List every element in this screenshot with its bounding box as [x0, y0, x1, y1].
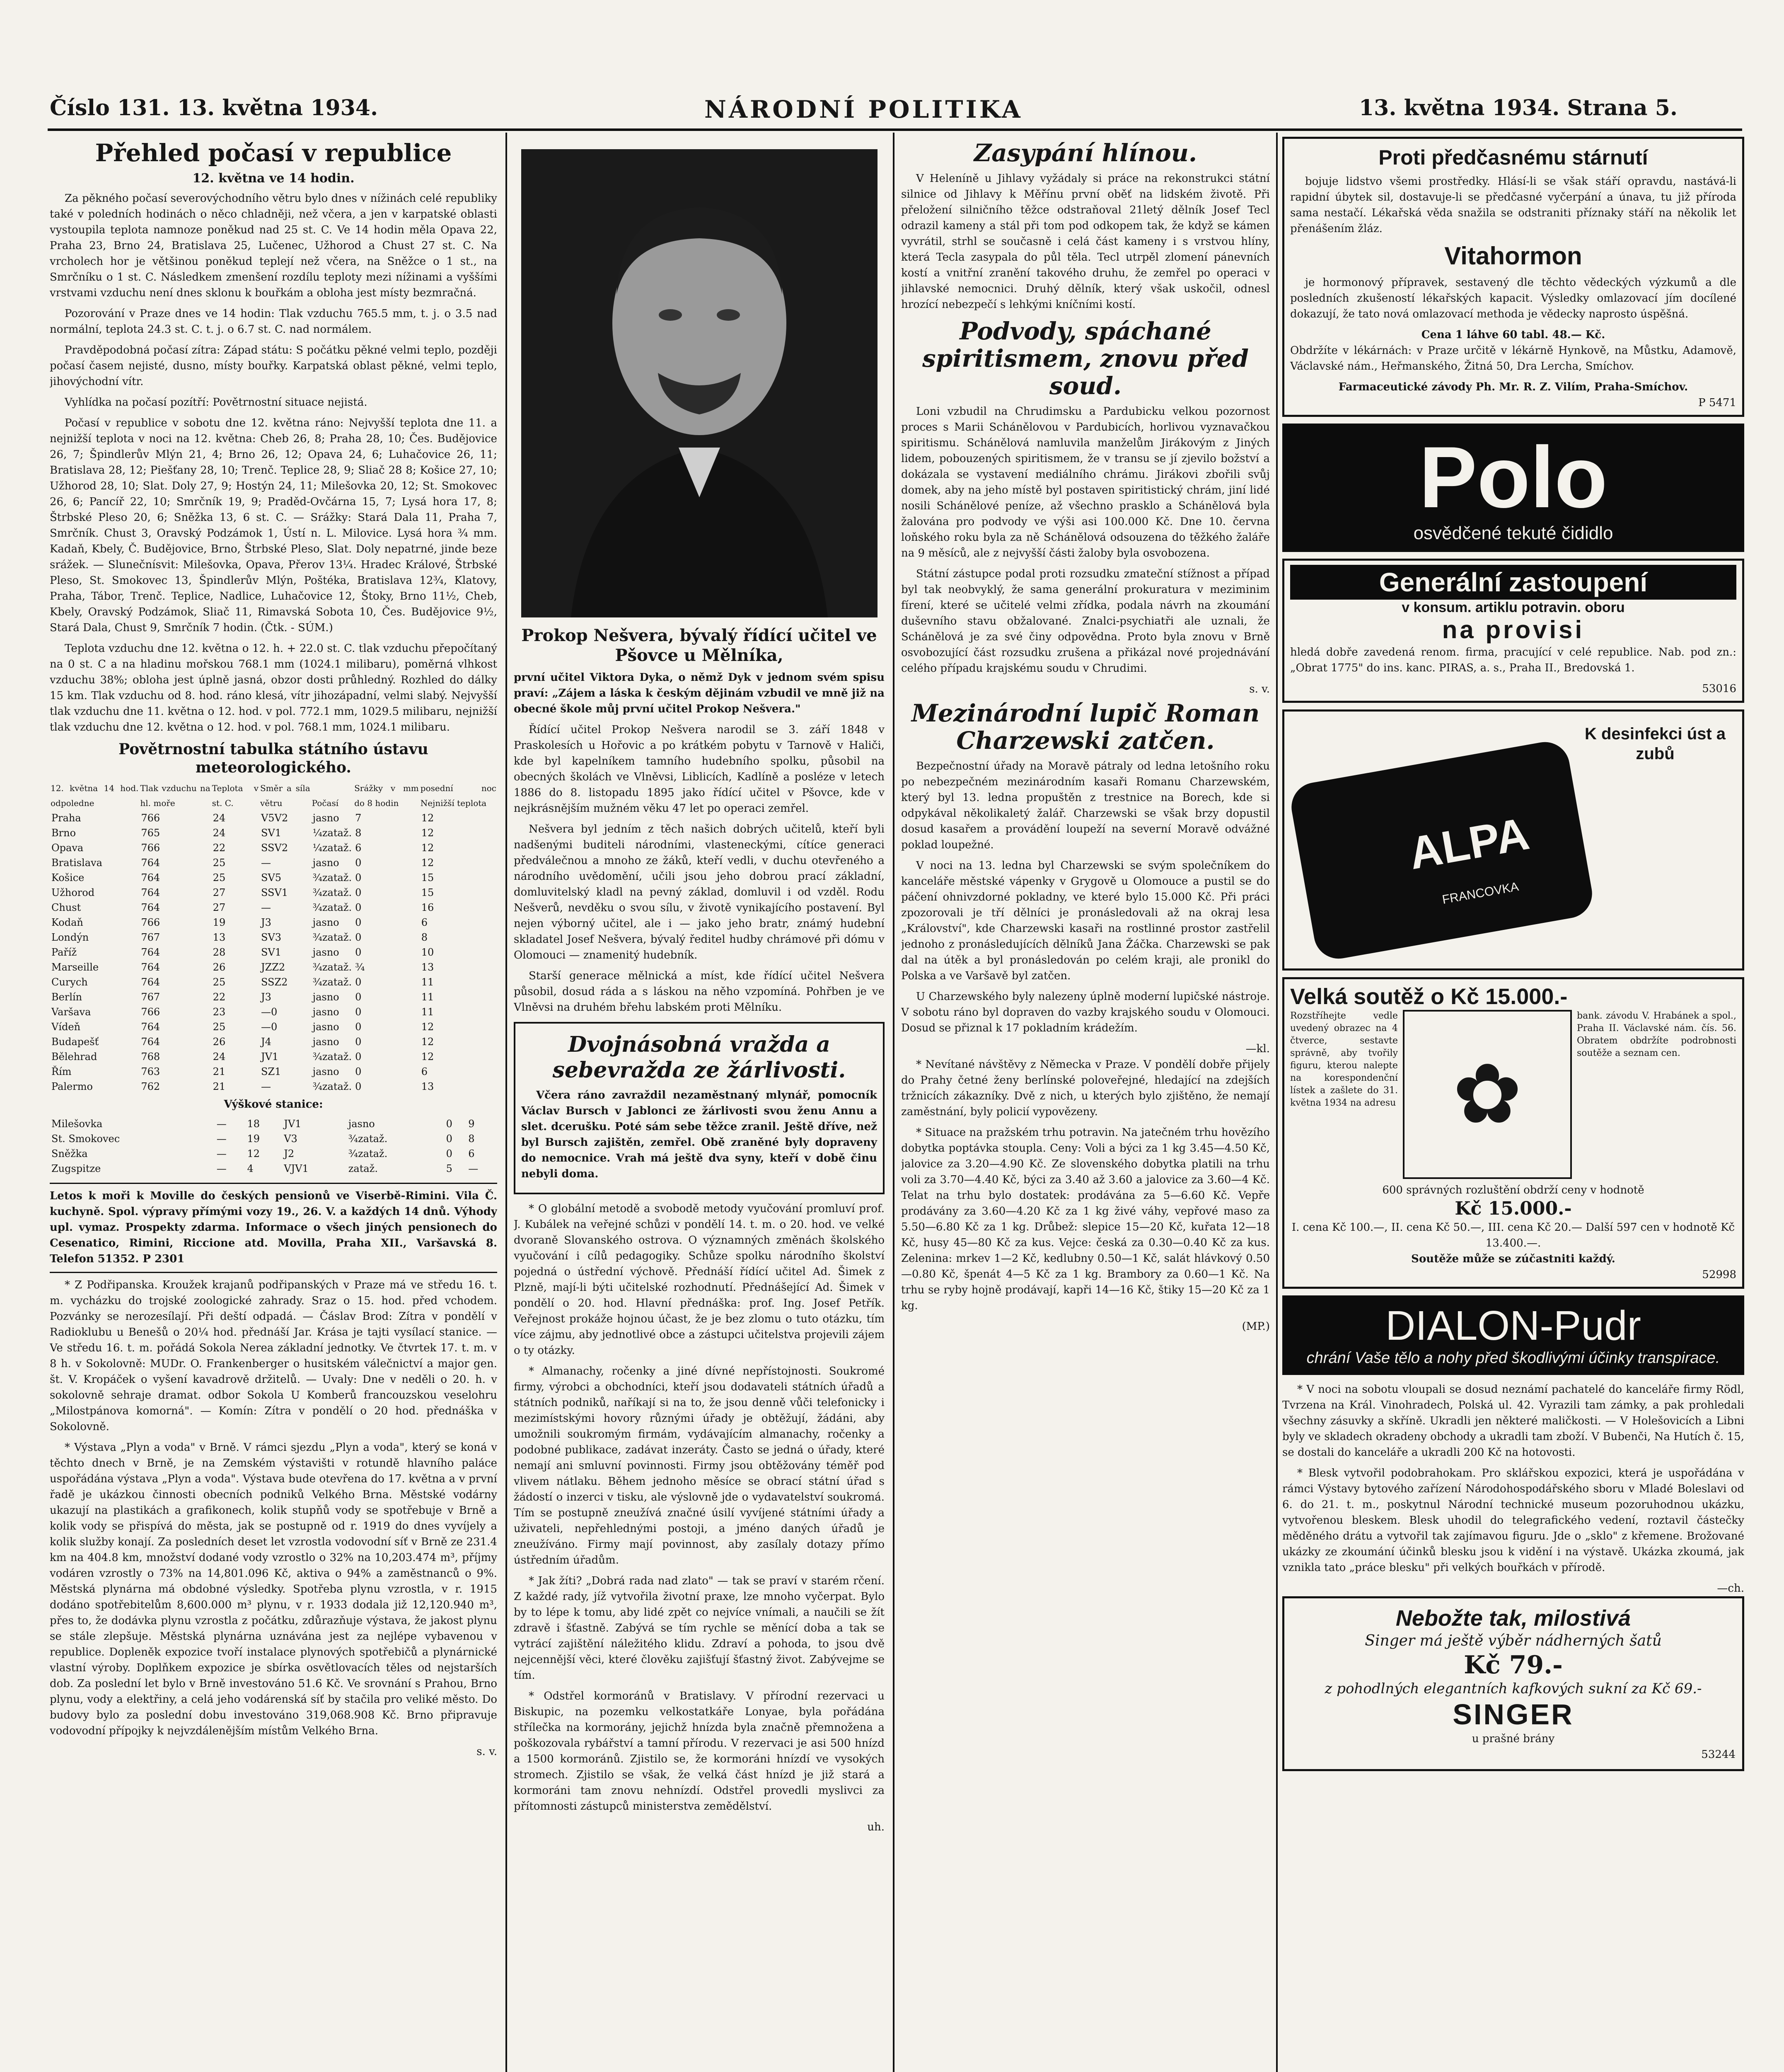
article-paragraph: * Odstřel kormoránů v Bratislavy. V přírodní rezervaci u Biskupic, na pozemku velkostatkáře Lonyae, byla pořádána střílečka na kormorány, jejichž hnízda byla značně přemnožena a poškozovala rybářství a tamní přírodu. V rezervaci je asi 500 hnízd a 1500 kormoránů. Zjistilo se, že kormoráni hnízdí ve vysokých stromech. Zjistilo se však, že velká část hnízd je již stará a kormoráni tam znovu nehnízdí. Odstřel provedli myslivci za přítomnosti zástupců ministerstva zemědělství.	[514, 1690, 885, 1813]
table-cell: jasno	[312, 812, 339, 824]
table-row	[50, 915, 497, 930]
table-cell: 6	[421, 1066, 428, 1077]
table-row	[50, 1079, 497, 1094]
table-cell: —	[216, 1133, 227, 1145]
weather-paragraph: Vyhlídka na počasí pozítří: Povětrnostní situace nejistá.	[65, 396, 367, 409]
table-cell: Bratislava	[51, 857, 102, 869]
table-cell: 26	[213, 961, 226, 973]
table-cell: 764	[141, 946, 160, 958]
table-cell: 0	[355, 917, 362, 928]
table-cell: 16	[421, 902, 434, 913]
ad-highlight: na provisi	[1442, 616, 1585, 644]
table-cell: 13	[421, 961, 434, 973]
ad-subtitle: v konsum. artiklu potravin. oboru	[1402, 600, 1625, 615]
news-paragraph: * Výstava „Plyn a voda" v Brně. V rámci sjezdu „Plyn a voda", který se koná v těchto dnech v Brně, je na Zemském výstavišti v rotundě hlavního paláce uspořádána výstava „Plyn a voda". Výstava bude otevřena do 17. května a v první řadě je ukázkou činnosti obecních podniků Velkého Brna. Městské vodárny ukazují na plastikách a grafikonech, kolik stupňů vody se spotřebuje v Brně a kolik vody se přispívá do města, jak se postupně od r. 1919 do dnes vyvíjely a kolik služby konají. Za posledních deset let vzrostla vodovodní síť v Brně ze 231.4 km na 404.8 km, množství dodané vody vzrostlo o 32% na 10,203.474 m³, příjmy vodáren vzrostly o 73% na 14,801.096 Kč, aktiva o 94% a zaměstnanců o 9%. Městská plynárna má obdobné výsledky. Spotřeba plynu vzrostla, v r. 1915 dodáno spotřebitelům 8,600.000 m³ plynu, v r. 1933 dodala již 12,120.940 m³, přes to, že dodávka plynu vzrostla z počátku, zdůrazňuje výstava, že jakost plynu se stále zlepšuje. Městská plynárna uznávána jest za nejlépe vybavenou v republice. Dopleněk expozice tvoří instalace plynových spotřebičů a plynárnické vlastní výroby. Doplňkem expozice je sbírka osvětlovacích těles od nejstarších dob. Za poslední let bylo v Brně investováno 51.6 Kč. Ve srovnání s Prahou, Brno plynu, vody a elektřiny, a celá jeho vodárenská síť by stačila pro veliké město. Do budovy bylo za poslední dobu investováno 319,068.908 Kč. Brno připravuje vodovodní přípojky k nejvzdálenějším místům Velkého Brna.	[50, 1441, 497, 1737]
table-cell: Sněžka	[51, 1148, 88, 1159]
signature: uh.	[867, 1821, 885, 1833]
table-cell: Vídeň	[51, 1021, 81, 1033]
table-cell: ¾zataž.	[312, 961, 352, 973]
ad-text: 600 správných rozluštění obdrží ceny v hodnotě	[1382, 1184, 1644, 1196]
table-cell: 8	[421, 932, 428, 943]
ad-title: Proti předčasnému stárnutí	[1378, 146, 1648, 169]
signature: s. v.	[1249, 683, 1270, 695]
article-paragraph: * Jak žíti? „Dobrá rada nad zlato" — tak se praví v starém rčení. Z každé rady, jíž vytvořila životní praxe, lze mnoho vyčerpat. Bylo by to lépe k tomu, aby lidé zpět co nejvíce vnímali, a naučili se žít zdravě i šťastně. Zabývá se tím rychle se měnící doba a tak se vytrácí zajištění náležitého klidu. Zdraví a pohoda, to jsou dvě nejcennější věci, které člověku zajišťují šťastný život. Zabývejme se tím.	[514, 1575, 885, 1682]
table-cell: SV5	[261, 872, 281, 884]
table-cell: 24	[213, 827, 226, 839]
ad-code: 52998	[1702, 1268, 1736, 1281]
article-paragraph: Starší generace mělnická a míst, kde řídící učitel Nešvera působil, dosud ráda a s láskou na něho vzpomíná. Pohřben je ve Vlněvsi na druhém břehu labském proti Mělníku.	[514, 970, 885, 1014]
table-cell: Bělehrad	[51, 1051, 97, 1063]
table-cell: ¾zataž.	[348, 1148, 388, 1159]
news-paragraph: * V noci na sobotu vloupali se dosud neznámí pachatelé do kanceláře firmy Rödl, Tvrzena na Král. Vinohradech, Polská ul. 42. Vyrazili tam zámky, a pak prohledali všechny zásuvky a skříně. Ukradli jen některé maličkosti. — V Holešovicích a Libni byly ve skladech okradeny obchody a ukradli tam zboží. V Bubenči, Na Hutích č. 15, se dostali do kanceláře a ukradli 200 Kč na hotovosti.	[1282, 1383, 1744, 1459]
weather-table-subtitle: Výškové stanice:	[224, 1098, 323, 1111]
table-cell: 5	[446, 1163, 452, 1174]
table-cell: Budapešť	[51, 1036, 99, 1048]
article-title: Mezinárodní lupič Roman Charzewski zatčen.	[911, 699, 1260, 755]
table-cell: 21	[213, 1066, 226, 1077]
table-cell: 26	[213, 1036, 226, 1048]
table-cell: 764	[141, 1036, 160, 1048]
table-cell: jasno	[312, 1006, 339, 1018]
table-cell: 0	[355, 946, 362, 958]
table-cell: 764	[141, 1021, 160, 1033]
table-cell: ¾zataž.	[312, 1081, 352, 1092]
table-cell: 0	[446, 1133, 452, 1145]
table-cell: 767	[141, 932, 160, 943]
table-cell: 7	[355, 812, 362, 824]
table-row	[50, 870, 497, 885]
article-paragraph: Státní zástupce podal proti rozsudku zmateční stížnost a případ byl tak neobvyklý, že sama generální prokuratura v meziminim fírení, které se učitelé velmi zřídka, podala návrh na zkoumání duševního stavu obžalované. Znalci-psychiatři ale uznali, že Schánělová je za své činy odpovědna. Proto byla znovu v Brně osvobozující část rozsudku zrušena a přikázal nové projednávání celého případu krajskému soudu v Chrudimi.	[901, 568, 1270, 675]
table-cell: 766	[141, 812, 160, 824]
table-cell: 11	[421, 991, 434, 1003]
table-row	[50, 930, 497, 945]
table-cell: 0	[355, 976, 362, 988]
table-cell: 28	[213, 946, 226, 958]
ad-text: I. cena Kč 100.—, II. cena Kč 50.—, III. cena Kč 20.— Další 597 cen v hodnotě Kč 13.400.—.	[1291, 1221, 1735, 1249]
weather-table-high	[50, 1116, 497, 1176]
table-cell: 18	[247, 1118, 260, 1130]
table-cell: 764	[141, 857, 160, 869]
table-cell: 19	[213, 917, 226, 928]
table-cell: 22	[213, 842, 226, 854]
table-cell: 15	[421, 872, 434, 884]
column-rule-3	[1276, 133, 1278, 2072]
table-cell: Varšava	[51, 1006, 91, 1018]
table-cell: 21	[213, 1081, 226, 1092]
crime-body: Včera ráno zavraždil nezaměstnaný mlynář, pomocník Václav Bursch v Jablonci ze žárlivosti svou ženu Annu a slet. dcerušku. Poté sám sebe těžce zranil. Ještě dříve, než byl Bursch zajištěn, zemřel. Obě zraněné byly dopraveny do nemocnice. Vrah má ještě dva syny, kteří v době činu nebyli doma.	[521, 1089, 877, 1180]
ad-place: u prašné brány	[1472, 1733, 1555, 1745]
signature: s. v.	[476, 1745, 497, 1758]
weather-table	[50, 781, 497, 1094]
singer-ad	[1282, 1596, 1744, 1771]
alpa-tagline: FRANCOVKA	[1441, 880, 1520, 907]
table-row	[50, 1146, 497, 1161]
table-cell: 23	[213, 1006, 226, 1018]
table-cell: 0	[355, 1006, 362, 1018]
table-cell: 25	[213, 976, 226, 988]
ad-code: 53016	[1702, 683, 1736, 695]
table-row	[50, 1116, 497, 1131]
table-cell: 766	[141, 842, 160, 854]
ad-title: Velká soutěž o Kč 15.000.-	[1290, 984, 1568, 1009]
table-cell: 12	[421, 857, 434, 869]
table-row	[50, 840, 497, 855]
table-cell: SSV2	[261, 842, 288, 854]
photo-caption-title: Prokop Nešvera, bývalý řídící učitel ve Pšovce u Mělníka,	[521, 626, 877, 665]
table-row	[50, 945, 497, 960]
polo-brand: Polo	[1419, 428, 1608, 526]
ad-price: Kč 79.-	[1464, 1651, 1563, 1680]
table-cell: 8	[468, 1133, 475, 1145]
table-cell: St. Smokovec	[51, 1133, 120, 1145]
table-cell: V3	[284, 1133, 297, 1145]
table-cell: 4	[247, 1163, 254, 1174]
ad-title: Generální zastoupení	[1290, 565, 1736, 600]
table-cell: 0	[355, 1036, 362, 1048]
table-row	[50, 1064, 497, 1079]
table-cell: 22	[213, 991, 226, 1003]
table-header-cell: 12. května 14 hod. odpoledne	[51, 783, 139, 808]
article-paragraph: U Charzewského byly nalezeny úplně moderní lupičské nástroje. V sobotu ráno byl dopraven do vazby krajského soudu v Olomouci. Dosud se přiznal k 17 pokladním krádežím.	[901, 990, 1270, 1034]
table-cell: ¾zataž.	[312, 887, 352, 898]
column-rule-1	[505, 133, 507, 2072]
table-cell: 12	[421, 842, 434, 854]
ad-text: z pohodlných elegantních kafkových sukní za Kč 69.-	[1325, 1680, 1702, 1697]
table-row	[50, 1034, 497, 1049]
table-cell: 15	[421, 887, 434, 898]
table-cell: 0	[355, 1051, 362, 1063]
table-cell: 24	[213, 812, 226, 824]
table-cell: 13	[213, 932, 226, 943]
table-row	[50, 1161, 497, 1176]
table-cell: 6	[468, 1148, 475, 1159]
soutez-ad	[1282, 977, 1744, 1289]
table-header-cell: posední noc Nejnižší teplota	[420, 783, 496, 808]
table-cell: —0	[261, 1021, 278, 1033]
table-cell: Praha	[51, 812, 81, 824]
weather-subtitle: 12. května ve 14 hodin.	[192, 171, 355, 186]
table-cell: JZZ2	[261, 961, 285, 973]
table-cell: Curych	[51, 976, 88, 988]
news-paragraph: * Z Podřipanska. Kroužek krajanů podřipanských v Praze má ve středu 16. t. m. vycházku do trojské zoologické zahrady. Sraz o 15. hod. před vchodem. Pozvánky se nerozesílají. Při deští odpadá. — Čáslav Brod: Zítra v pondělí v Radioklubu u Benešů o 20¼ hod. přednáší Jar. Krása je tajti vysílací stanice. — Ve středu 16. t. m. pořádá Sokola Nerea základní jednotky. Ve čtvrtek 17. t. m. v 8 h. v Sokolovně: MUDr. O. Frankenberger o husitském válečnictví a major gen. št. V. Kropáček o vyšení kavadrově držitelů. — Uvaly: Dne v neděli o 20. h. v sokolovně sehraje dramat. odbor Sokola U Komberů francouzskou veselohru „Milostpánova komorná". — Komín: Zítra v pondělí o 20 hod. přednáška v Sokolovně.	[50, 1279, 497, 1433]
table-cell: 9	[468, 1118, 475, 1130]
table-header-cell: Teplota v st. C.	[212, 783, 259, 808]
table-cell: 0	[355, 991, 362, 1003]
signature: —ch.	[1717, 1582, 1744, 1595]
table-cell: SSZ2	[261, 976, 288, 988]
table-cell: 765	[141, 827, 160, 839]
travel-ad: Letos k moři k Moville do českých pensionů ve Viserbě-Rimini. Vila Č. kuchyně. Spol. výpravy přímými vozy 19., 26. V. a každých 14 dnů. Výhody upl. vymaz. Prospekty zdarma. Informace o všech jiných pensionech do Cesenatico, Rimini, Riccione atd. Movilla, Praha XII., Varšavská 8. Telefon 51352. P 2301	[50, 1190, 497, 1265]
weather-paragraph: Pravděpodobná počasí zítra: Západ státu: S počátku pěkné velmi teplo, později počasí časem nejisté, dusno, místy bouřky. Karpatská oblast pěkné, velmi teplo, jihovýchodní vítr.	[50, 344, 497, 388]
ad-title: Nebožte tak, milostivá	[1395, 1606, 1631, 1631]
table-row	[50, 885, 497, 900]
table-cell: 764	[141, 902, 160, 913]
table-cell: ¾zataž.	[312, 1051, 352, 1063]
table-cell: 766	[141, 917, 160, 928]
article-paragraph: Řídící učitel Prokop Nešvera narodil se 3. září 1848 v Praskolesích u Hořovic a po krátkém pobytu v Tarnově v Haliči, kde byl kapelníkem tamního hudebního spolku, působil na obecných školách ve Vlněvsi, Liblicích, Kadlíně a posléze v letech 1886 do 8. listopadu 1895 jako řídící učitel v Pšovce, kde v nejkrásnějším mužném věku 47 let po operaci zemřel.	[514, 724, 885, 815]
article-paragraph: * Situace na pražském trhu potravin. Na jatečném trhu hovězího dobytka poptávka stoupla. Ceny: Voli a býci za 1 kg 3.45—4.50 Kč, jalovice za 3.20—4.90 Kč. Ze slovenského dobytka platili na trhu voli za 3.70—4.40 Kč, býci za 3.40 až 3.60 a jalovice za 3.60—4 Kč. Telat na trhu bylo dostatek: prodávána za 5—6.60 Kč. Vepře prodávány za 3.60—4.20 Kč za 1 kg živé váhy, vepřové maso za 5.50—6.80 Kč za 1 kg. Drůbež: slepice 15—20 Kč, kuřata 12—18 Kč, husy 45—80 Kč za kus. Vejce: česká za 0.30—0.40 Kč za kus. Zelenina: mrkev 1—2 Kč, kedlubny 0.50—1 Kč, salát hlávkový 0.50—0.80 Kč, špenát 4—5 Kč za 1 kg. Brambory za 0.60—1 Kč. Na trhu se ryby hojně prodávají, kapři 14—16 Kč, štiky 15—20 Kč za 1 kg.	[901, 1126, 1270, 1312]
table-cell: Košice	[51, 872, 85, 884]
table-cell: zataž.	[348, 1163, 378, 1174]
table-cell: 12	[421, 1021, 434, 1033]
table-cell: 764	[141, 872, 160, 884]
table-cell: Řím	[51, 1066, 72, 1077]
ad-code: P 5471	[1698, 397, 1736, 409]
table-cell: ¾zataž.	[312, 976, 352, 988]
table-cell: 0	[355, 1081, 362, 1092]
crime-title: Dvojnásobná vražda a sebevražda ze žárlivosti.	[552, 1032, 846, 1083]
table-cell: SSV1	[261, 887, 288, 898]
table-cell: Paříž	[51, 946, 77, 958]
ad-text: je hormonový přípravek, sestavený dle těchto vědeckých výzkumů a dle posledních zkušeností lékařských kapacit. Výsledky omlazovací jím docílené dokazují, že tato nová omlazovací methoda je vědecky naprosto úspěšná.	[1290, 276, 1736, 320]
table-cell: J4	[261, 1036, 271, 1048]
table-cell: 766	[141, 1006, 160, 1018]
table-cell: 19	[247, 1133, 260, 1145]
article-title: Podvody, spáchané spiritismem, znovu před soud.	[922, 317, 1249, 400]
column-1	[50, 137, 497, 2072]
table-row	[50, 990, 497, 1005]
article-paragraph: V Heleníně u Jihlavy vyžádaly si práce na rekonstrukci státní silnice od Jihlavy k Měřínu první oběť na lidském životě. Při přeložení silničního těžce odstraňoval 21letý dělník Josef Tecl odrazil kameny a stál při tom pod odkopem tak, že když se kámen vyvrátil, strhl se současně i celá část kameny i s vrstvou hlíny, která Tecla zasypala do půl těla. Tecl utrpěl zlomení pánevních kostí a vnitřní zranění takového druhu, že zemřel po operaci v jihlavské nemocnici. Druhý dělník, který však uskočil, odnesl hrozící nebezpečí s lehkými kníčními kostí.	[901, 172, 1270, 311]
masthead-title: NÁRODNÍ POLITIKA	[704, 95, 1023, 123]
ad-text: Rozstříhejte vedle uvedený obrazec na 4 čtverce, sestavte správně, aby tvořily figuru, kterou nalepte na korespondenční lístek a zašlete do 31. května 1934 na adresu	[1290, 1011, 1398, 1108]
table-cell: jasno	[312, 1066, 339, 1077]
table-cell: 11	[421, 976, 434, 988]
table-cell: 0	[355, 932, 362, 943]
table-row	[50, 825, 497, 840]
table-header-cell: Počasí	[312, 798, 339, 808]
table-header-cell: Srážky v mm do 8 hodin	[354, 783, 419, 808]
photo-caption: první učitel Viktora Dyka, o němž Dyk v jednom svém spisu praví: „Zájem a láska k českým dějinám vzbudil ve mně již na obecné škole můj první učitel Prokop Nešvera."	[514, 671, 885, 715]
crime-box	[514, 1022, 885, 1194]
table-cell: jasno	[312, 991, 339, 1003]
table-cell: ¾zataž.	[312, 872, 352, 884]
table-cell: Užhorod	[51, 887, 95, 898]
column-2	[514, 137, 885, 2072]
table-cell: —	[261, 1081, 271, 1092]
ad-text: bojuje lidstvo všemi prostředky. Hlásí-li se však stáří opravdu, nastává-li rapidní úbytek sil, dostavuje-li se předčasné vyčerpání a únava, tu již příroda sama nestačí. Lékařská věda snažila se odstraniti příznaky stáří na několik let přenášením žláz.	[1290, 175, 1736, 235]
table-row	[50, 1049, 497, 1064]
table-row	[50, 1005, 497, 1019]
table-cell: jasno	[312, 946, 339, 958]
signature: —kl.	[1245, 1043, 1270, 1055]
column-rule-2	[893, 133, 894, 2072]
table-cell: 24	[213, 1051, 226, 1063]
vitahormon-ad	[1282, 137, 1744, 417]
table-cell: ¾	[355, 961, 365, 973]
table-cell: 767	[141, 991, 160, 1003]
ad-code: 53244	[1701, 1748, 1736, 1761]
news-paragraph: * Blesk vytvořil podobrahokam. Pro sklářskou expozici, která je uspořádána v rámci Výstavy bytového zařízení Národohospodářského sboru v Mladé Boleslavi od 6. do 21. t. m., poskytnul Národní technické museum pozoruhodnou ukázku, vytvořenou bleskem. Blesk uhodil do telegrafického vedení, roztavil částečky měděného drátu a vytvořil tak zajímavou figuru. Jde o „sklo" z křemene. Brožované ukázky ze zkoumání účinků blesku jsou k vidění i na výstavě. Ukázka zkoumá, jak vznikla tato „práce blesku" při velkých bouřkách v přírodě.	[1282, 1467, 1744, 1574]
weather-title: Přehled počasí v republice	[95, 139, 452, 167]
table-cell: 11	[421, 1006, 434, 1018]
table-header-cell: Tlak vzduchu na hl. moře	[140, 783, 210, 808]
table-header-cell: Směr a síla větru	[260, 783, 310, 808]
ad-price: Cena 1 láhve 60 tabl. 48.— Kč.	[1421, 329, 1605, 341]
table-cell: SZ1	[261, 1066, 281, 1077]
table-cell: 13	[421, 1081, 434, 1092]
table-cell: Londýn	[51, 932, 89, 943]
portrait-illustration	[521, 149, 877, 617]
article-paragraph: Loni vzbudil na Chrudimsku a Pardubicku velkou pozornost proces s Marii Schánělovou v Pardubicích, horlivou vyznavačkou spiritismu. Schánělová namluvila manželům Jirákovým z Jiných lidem, pobouzených spiritismem, že v transu se jí zjevilo božství a dokázala se vystavení mediálního chrámu. Jirákovi zbořili svůj domek, aby na jeho místě byl postaven spiritistický chrám, jiní lidé nosili Schánělové peníze, až všechno prasklo a Schánělová byla žalována pro podvody ve výši asi 100.000 Kč. Dne 10. června loňského roku byla za ně Schánělová odsouzena do těžkého žaláře na 9 měsíců, ale z nejvyšší části žaloby byla osvobozena.	[901, 405, 1270, 559]
table-cell: 12	[247, 1148, 260, 1159]
table-cell: 0	[355, 887, 362, 898]
table-cell: 25	[213, 1021, 226, 1033]
column-3	[901, 137, 1270, 2072]
table-cell: 12	[421, 1051, 434, 1063]
article-paragraph: * Nevítané návštěvy z Německa v Praze. V pondělí dobře přijely do Prahy četné ženy berlínské poloveřejné, hledající na zdejších tržnicích zákazníky. Dvě z nich, u kterých bylo zjištěno, že nemají zaměstnání, byly policií vypovězeny.	[901, 1058, 1270, 1118]
alpa-ad	[1282, 709, 1744, 971]
weather-table-title: Povětrnostní tabulka státního ústavu meteorologického.	[118, 741, 428, 776]
header-issue: Číslo 131. 13. května 1934.	[50, 95, 378, 121]
table-cell: Zugspitze	[51, 1163, 101, 1174]
table-cell: jasno	[312, 917, 339, 928]
table-cell: 764	[141, 887, 160, 898]
table-cell: SV3	[261, 932, 281, 943]
table-cell: 8	[355, 827, 362, 839]
dialon-ad	[1282, 1295, 1744, 1375]
table-cell: J3	[261, 991, 271, 1003]
table-cell: Marseille	[51, 961, 99, 973]
ad-title: K desinfekci úst a zubů	[1584, 725, 1726, 763]
ad-brand: SINGER	[1453, 1698, 1574, 1731]
table-cell: 763	[141, 1066, 160, 1077]
table-cell: Kodaň	[51, 917, 83, 928]
ad-maker: Farmaceutické závody Ph. Mr. R. Z. Vilím, Praha-Smíchov.	[1338, 381, 1688, 393]
table-cell: 764	[141, 976, 160, 988]
table-cell: 10	[421, 946, 434, 958]
table-cell: jasno	[312, 1021, 339, 1033]
table-cell: VJV1	[284, 1163, 309, 1174]
table-cell: 6	[421, 917, 428, 928]
table-cell: 12	[421, 827, 434, 839]
table-cell: 27	[213, 887, 226, 898]
table-cell: —	[261, 857, 271, 869]
table-cell: 0	[446, 1148, 452, 1159]
table-cell: 0	[355, 902, 362, 913]
table-cell: 25	[213, 857, 226, 869]
table-cell: SV1	[261, 827, 281, 839]
weather-paragraph: Počasí v republice v sobotu dne 12. května ráno: Nejvyšší teplota dne 11. a nejnižší teplota v noci na 12. května: Cheb 26, 8; Praha 28, 10; Čes. Budějovice 26, 7; Špindlerův Mlýn 21, 4; Brno 26, 12; Opava 24, 6; Luhačovice 26, 11; Bratislava 28, 12; Piešťany 28, 10; Trenč. Teplice 28, 9; Sliač 28 8; Košice 27, 10; Užhorod 28, 10; Slat. Doly 27, 9; Hostýn 24, 11; Milešovka 20, 12; St. Smokovec 26, 6; Pancíř 22, 10; Smrčník 19, 9; Praděd-Ovčárna 15, 7; Lysá hora 17, 8; Štrbské Pleso 20, 6; Sněžka 13, 6 st. C. — Srážky: Stará Dala 11, Praha 7, Smrčník. Chust 3, Oravský Podzámok 1, Ústí n. L. Milovice. Lysá hora ¾ mm. Kadaň, Kbely, Č. Budějovice, Brno, Štrbské Pleso, Slat. Doly nepatrné, jinde beze srážek. — Slunečnísvit: Milešovka, Opava, Přerov 13¼. Hradec Králové, Štrbské Pleso, St. Smokovec 13, Špindlerův Mlýn, Poštéka, Bratislava 12¾, Klatovy, Praha, Tábor, Trenč. Teplice, Nadlice, Luhačovice 12, Štoky, Brno 11½, Cheb, Kbely, Oravský Podzámok, Sliač 11, Rimavská Sobota 10, Čes. Budějovice 9½, Stará Dala, Chust 9, Smrčník 7 hodin. (Čtk. - SÚM.)	[50, 417, 497, 634]
table-cell: 12	[421, 812, 434, 824]
article-paragraph: * Almanachy, ročenky a jiné dívné nepřístojnosti. Soukromé firmy, výrobci a obchodníci, kteří jsou dodavateli státních úřadů a státních podniků, naříkají si na to, že jsou denně vůči telefonicky i mezimístskými hovory různými úřady je obtěžují, žádáni, aby umožnili soukromým firmám, vydávajícím almanachy, ročenky a podobné publikace, zadávat inzeráty. Často se jedná o úřady, které nemají ani smluvní povinnosti. Firmy jsou obtěžovány téměř pod vlivem nátlaku. Během jednoho měsíce se obrací státní úřad s žádostí o inzerci v tisku, ale výslovně jde o vydavatelství soukromá. Tím se postupně zneužívá značné úsilí vyvíjené státními úřady a uživateli, nepřehlednými postoji, a jméno daných úřadů je zneužíváno. Firmy mají povinnost, aby zasílaly dotazy přímo ústředním úřadům.	[514, 1365, 885, 1566]
table-cell: 0	[446, 1118, 452, 1130]
table-cell: —0	[261, 1006, 278, 1018]
table-cell: Opava	[51, 842, 84, 854]
weather-paragraph: Pozorování v Praze dnes ve 14 hodin: Tlak vzduchu 765.5 mm, t. j. o 3.5 nad normální, teplota 24.3 st. C. t. j. o 6.7 st. C. nad normálem.	[50, 307, 497, 336]
article-paragraph: * O globální metodě a svobodě metody vyučování promluví prof. J. Kubálek na veřejné schůzi v pondělí 14. t. m. o 20. hod. ve velké dvoraně Slovanského ostrova. O významných změnách školského vyučování i cílů pedagogiky. Schůze spolku národního školství pojedná o ústřední výchově. Přednáší řídící učitel Ad. Šimek z Plzně, mají-li býti učitelské rozhodnutí. Přednášející Ad. Šimek v pondělí o 20. hod. Hlavní přednáška: prof. Ing. Josef Petřík. Veřejnost prokáže hojnou účast, že je bez zlomu o tuto otázku, tím více zájmu, aby jednotlivé obce a zástupci učitelstva projevili zájem o ty otázky.	[514, 1203, 885, 1357]
table-cell: 25	[213, 872, 226, 884]
table-cell: Brno	[51, 827, 76, 839]
table-cell: Milešovka	[51, 1118, 103, 1130]
table-cell: 0	[355, 872, 362, 884]
table-row	[50, 1131, 497, 1146]
table-row	[50, 1019, 497, 1034]
table-cell: jasno	[312, 857, 339, 869]
ad-text: Singer má ještě výběr nádherných šatů	[1365, 1632, 1662, 1649]
ad-text: Obdržíte v lékárnách: v Praze určitě v lékárně Hynkově, na Můstku, Adamově, Václavské nám., Heřmanského, Žitná 50, Dra Lercha, Smíchov.	[1290, 344, 1736, 373]
table-cell: 6	[355, 842, 362, 854]
table-cell: ¼zataž.	[312, 842, 352, 854]
dialon-brand: DIALON-Pudr	[1385, 1302, 1641, 1349]
portrait-photo	[521, 149, 877, 617]
table-row	[50, 811, 497, 825]
table-cell: ¾zataž.	[312, 902, 352, 913]
article-paragraph: Bezpečnostní úřady na Moravě pátraly od ledna letošního roku po nebezpečném mezinárodním kasaři Romanu Charzewském, který byl 13. ledna propuštěn z trestnice na Borech, kde si odpykával několikaletý žalář. Charzewski se však brzy dopustil dosud kasařem a provádění loupeží na severní Moravě odvážné poklad loupežné.	[901, 760, 1270, 851]
table-cell: ¾zataž.	[348, 1133, 388, 1145]
dialon-tagline: chrání Vaše tělo a nohy před škodlivými účinky transpirace.	[1306, 1349, 1720, 1367]
table-row	[50, 975, 497, 990]
table-cell: 0	[355, 1066, 362, 1077]
article-paragraph: Nešvera byl jedním z těch našich dobrých učitelů, kteří byli nadšenými buditeli národními, vlasteneckými, cítíce generaci předválečnou a mnoho ze žáků, kteří vedli, v duchu otevřeného a národního uvědomění, učili jsou jeho dobrou prací základní, domluvitelský kladl na pevný základ, domluvil i od vzděl. Rodu Nešverů, nevděku o svou sílu, v životě vynikajícího postavení. Byl nejen výborný učitel, ale i — jako jeho bratr, známý hudební skladatel Josef Nešvera, bývalý ředitel hudby chrámové při dómu v Olomouci — znamenitý hudebník.	[514, 823, 885, 961]
table-cell: Palermo	[51, 1081, 93, 1092]
table-cell: Berlín	[51, 991, 82, 1003]
table-cell: jasno	[312, 1036, 339, 1048]
table-cell: SV1	[261, 946, 281, 958]
article-paragraph: V noci na 13. ledna byl Charzewski se svým společníkem do kanceláře městské vápenky v Grygově u Olomouce a pustil se do páčení ohnivzdorné pokladny, ve které bylo 15.000 Kč. Při práci zpozorovali je tří dělníci je pronásledovali až na okraj lesa „Království", kde Charzewski kasaři na rostlinné prostor zastřelil jednoho z pronásledujících dělníků Jana Žáčka. Charzewski se pak dal na útěk a byl pronásledován po celém kraji, ale pronikl do Polska a ve Varšavě byl zatčen.	[901, 859, 1270, 982]
signature: (MP.)	[1242, 1320, 1270, 1333]
table-cell: V5V2	[261, 812, 288, 824]
table-cell: —	[216, 1163, 227, 1174]
column-4	[1282, 137, 1744, 2072]
puzzle-figure-icon: ✿	[1403, 1010, 1572, 1179]
ad-sum: Kč 15.000.-	[1455, 1198, 1572, 1219]
table-cell: 762	[141, 1081, 160, 1092]
ad-text: bank. závodu V. Hrabánek a spol., Praha II. Václavské nám. čís. 56. Obratem obdržíte podrobnosti soutěže a seznam cen.	[1577, 1011, 1736, 1058]
polo-tagline: osvědčené tekuté čididlo	[1413, 523, 1613, 543]
table-cell: 0	[355, 1021, 362, 1033]
table-cell: ¼zataž.	[312, 827, 352, 839]
table-cell: Chust	[51, 902, 81, 913]
header-rule	[48, 128, 1742, 131]
table-cell: 12	[421, 1036, 434, 1048]
table-cell: ¾zataž.	[312, 932, 352, 943]
table-row	[50, 960, 497, 975]
table-cell: JV1	[284, 1118, 302, 1130]
table-cell: JV1	[261, 1051, 279, 1063]
table-cell: 768	[141, 1051, 160, 1063]
table-cell: —	[216, 1148, 227, 1159]
weather-paragraph: Teplota vzduchu dne 12. května o 12. h. + 22.0 st. C. tlak vzduchu přepočítaný na 0 st. C a na hladinu mořskou 768.1 mm (1024.1 milibaru), poměrná vlhkost vzduchu 38%; obloha jest úplně jasná, obzor dosti průhledný. Rozhled do dálky 15 km. Tlak vzduchu od 8. hod. ráno klesá, vítr jihozápadní, velmi slabý. Nejvyšší tlak vzduchu dne 11. května o 12. hod. v pol. 772.1 mm, 1029.5 milibaru, nejnižší tlak vzduchu dne 12. května o 12. hod. v pol. 768.1 mm, 1024.1 milibaru.	[50, 642, 497, 733]
table-cell: 764	[141, 961, 160, 973]
ad-text: hledá dobře zavedená renom. firma, pracující v celé republice. Nab. pod zn.: „Obrat 1775" do ins. kanc. PIRAS, a. s., Praha II., Bredovská 1.	[1290, 646, 1736, 674]
table-row	[50, 855, 497, 870]
ad-brand: Vitahormon	[1444, 242, 1582, 270]
table-row	[50, 900, 497, 915]
alpa-brand: ALPA	[1405, 808, 1533, 879]
table-cell: J2	[284, 1148, 295, 1159]
table-cell: —	[261, 902, 271, 913]
weather-paragraph: Za pěkného počasí severovýchodního větru bylo dnes v nížinách celé republiky také v poledních hodinách o něco chladněji, než včera, a jen v karpatské oblasti vystoupila teplota namnoze poněkud nad 25 st. C. Ve 14 hodin měla Opava 22, Praha 23, Brno 24, Bratislava 25, Lučenec, Užhorod a Chust 27 st. C. Na vrcholech hor je většinou poněkud teplejí než včera, na Sněžce o 1 st., na Smrčníku o 1 st. C. Následkem zmenšení rozdílu teploty mezi nížinami a vyššími vrstvami vzduchu není dnes sklonu k bouřkám a obloha jest místy bezmračná.	[50, 192, 497, 299]
article-title: Zasypání hlínou.	[974, 139, 1197, 167]
zastoupeni-ad	[1282, 559, 1744, 703]
ad-footer: Soutěže může se zúčastniti každý.	[1411, 1253, 1615, 1265]
table-cell: J3	[261, 917, 271, 928]
header-page: 13. května 1934. Strana 5.	[1359, 95, 1678, 121]
table-cell: jasno	[348, 1118, 375, 1130]
table-cell: 27	[213, 902, 226, 913]
table-cell: —	[468, 1163, 479, 1174]
table-cell: 0	[355, 857, 362, 869]
polo-ad	[1282, 424, 1744, 552]
table-cell: —	[216, 1118, 227, 1130]
